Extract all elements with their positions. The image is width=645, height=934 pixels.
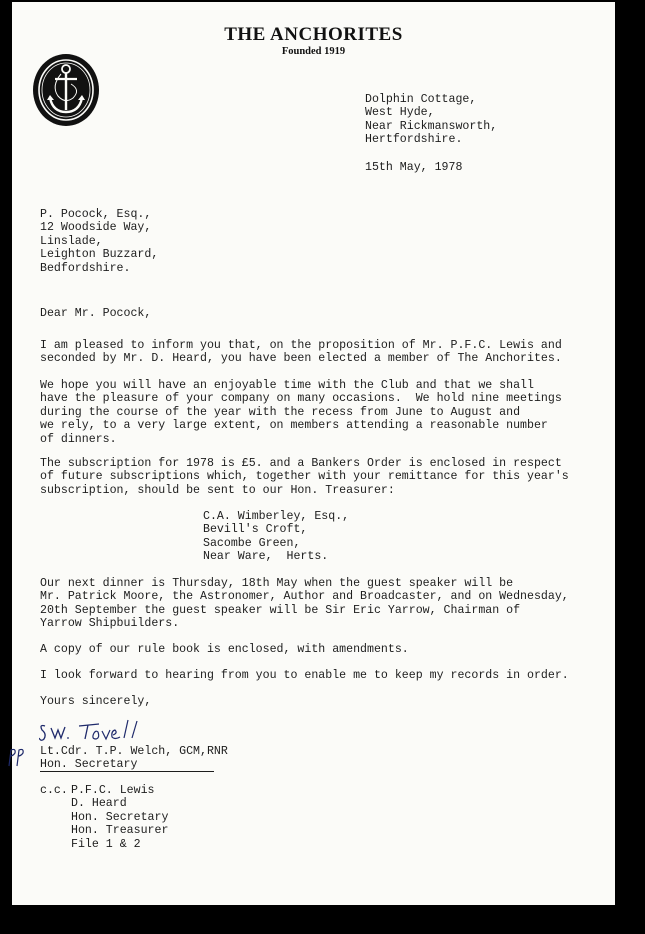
paragraph-next-dinner [40, 577, 569, 631]
cc-recipient: D. Heard [71, 797, 127, 811]
address-line: Bedfordshire. [40, 261, 131, 275]
letter-date: 15th May, 1978 [365, 161, 463, 174]
body-line: subscription, should be sent to our Hon. Treasurer: [40, 483, 395, 497]
body-line: of future subscriptions which, together with your remittance for this year's [40, 470, 569, 484]
body-line: We hope you will have an enjoyable time with the Club and that we shall [40, 379, 534, 392]
address-line: Near Ware, Herts. [203, 550, 329, 564]
address-line: C.A. Wimberley, Esq., [203, 510, 350, 523]
org-name: THE ANCHORITES [224, 24, 403, 45]
body-line: during the course of the year with the recess from June to August and [40, 405, 521, 419]
paragraph-meetings [40, 379, 562, 446]
founded-line: Founded 1919 [281, 46, 346, 57]
anchor-emblem-icon [31, 52, 101, 128]
signatory-title: Hon. Secretary [40, 758, 214, 772]
address-line: Bevill's Croft, [203, 523, 308, 537]
cc-recipient: File 1 & 2 [71, 837, 141, 851]
body-line: Mr. Patrick Moore, the Astronomer, Author and Broadcaster, and on Wednesday, [40, 590, 569, 604]
paragraph-election [40, 339, 562, 366]
address-line: P. Pocock, Esq., [40, 208, 152, 221]
signatory-name: Lt.Cdr. T.P. Welch, GCM,RNR [40, 745, 228, 758]
cc-recipient: P.F.C. Lewis [71, 784, 155, 797]
body-line: seconded by Mr. D. Heard, you have been elected a member of The Anchorites. [40, 352, 562, 366]
address-line: West Hyde, [365, 106, 435, 120]
body-line: have the pleasure of your company on many occasions. We hold nine meetings [40, 392, 562, 406]
body-line: of dinners. [40, 432, 117, 446]
address-line: Dolphin Cottage, [365, 93, 477, 106]
body-line: we rely, to a very large extent, on members attending a reasonable number [40, 419, 548, 433]
address-line: Hertfordshire. [365, 133, 463, 147]
body-line: The subscription for 1978 is £5. and a Bankers Order is enclosed in respect [40, 457, 562, 470]
recipient-address [40, 208, 158, 275]
complimentary-close: Yours sincerely, [40, 695, 152, 708]
treasurer-address [203, 510, 349, 564]
address-line: 12 Woodside Way, [40, 221, 152, 235]
body-line: Our next dinner is Thursday, 18th May when the guest speaker will be [40, 577, 514, 590]
paragraph-rule-book: A copy of our rule book is enclosed, with amendments. [40, 643, 409, 656]
letter-page [12, 2, 615, 905]
address-line: Leighton Buzzard, [40, 248, 159, 262]
cc-list [71, 784, 168, 851]
paragraph-closing: I look forward to hearing from you to enable me to keep my records in order. [40, 669, 569, 682]
address-line: Linslade, [40, 234, 103, 248]
margin-initials-mark [6, 744, 28, 768]
address-line: Near Rickmansworth, [365, 119, 498, 133]
cc-recipient: Hon. Treasurer [71, 824, 169, 838]
handwritten-signature [39, 718, 149, 746]
address-line: Sacombe Green, [203, 536, 301, 550]
cc-label: c.c. [40, 784, 68, 797]
salutation: Dear Mr. Pocock, [40, 307, 152, 320]
cc-recipient: Hon. Secretary [71, 810, 169, 824]
sender-address [365, 93, 497, 147]
body-line: 20th September the guest speaker will be Sir Eric Yarrow, Chairman of [40, 603, 521, 617]
paragraph-subscription [40, 457, 569, 497]
body-line: Yarrow Shipbuilders. [40, 617, 180, 631]
body-line: I am pleased to inform you that, on the proposition of Mr. P.F.C. Lewis and [40, 339, 562, 352]
